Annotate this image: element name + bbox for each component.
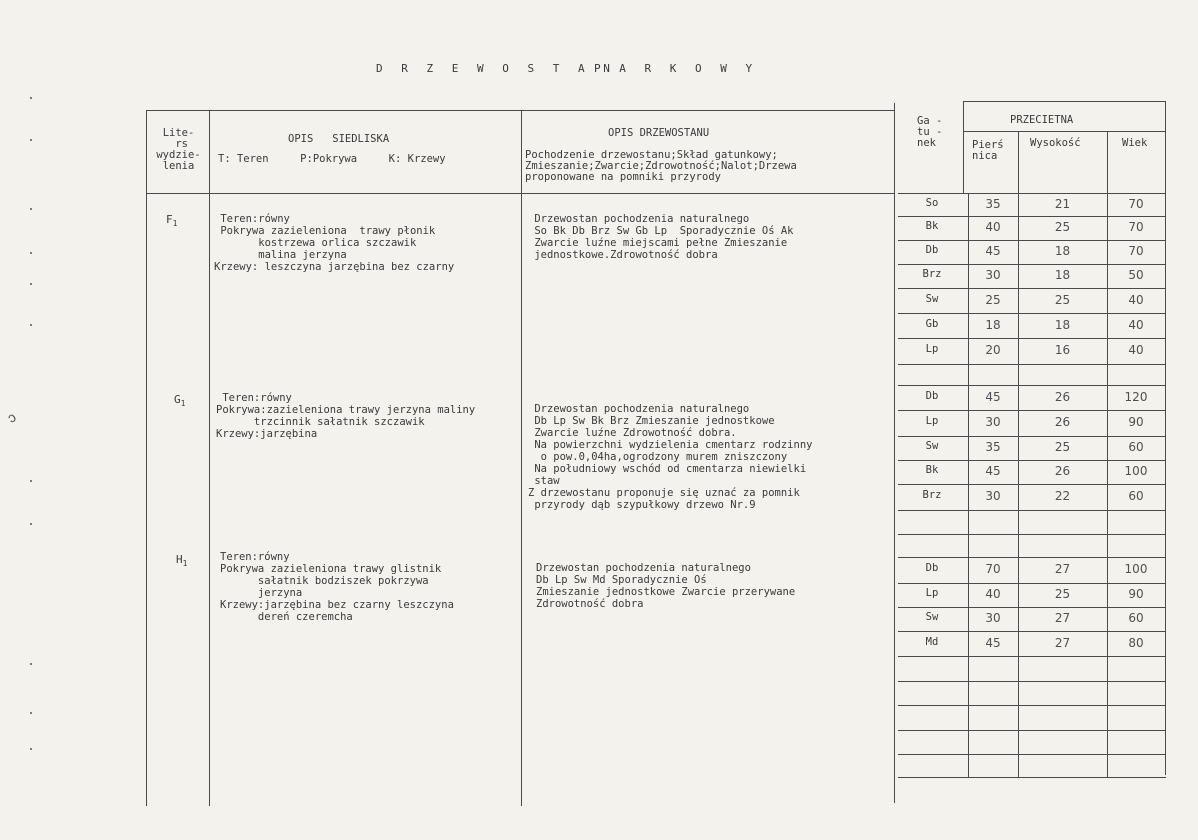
row-divider xyxy=(898,193,1166,194)
row-divider xyxy=(898,681,1166,682)
margin-dot xyxy=(30,324,32,326)
margin-dot xyxy=(30,748,32,750)
wysokosc-cell: 27 xyxy=(1054,636,1071,650)
wysokosc-cell: 26 xyxy=(1054,464,1071,478)
drzewostan-f1: Drzewostan pochodzenia naturalnego So Bk Db Brz Sw Gb Lp Sporadycznie Oś Ak Zwarcie luźne miejscami pełne Zmieszanie jednostkowe.Zdrowotność dobra xyxy=(534,213,794,261)
header-przecietna: PRZECIETNA xyxy=(1010,114,1074,126)
species-cell: Brz xyxy=(922,489,942,501)
wiek-cell: 100 xyxy=(1124,464,1148,478)
wiek-cell: 40 xyxy=(1128,318,1144,332)
piersnica-cell: 45 xyxy=(985,244,1001,258)
wiek-cell: 60 xyxy=(1128,440,1144,454)
wysokosc-cell: 18 xyxy=(1054,268,1071,282)
species-cell: Gb xyxy=(925,318,939,330)
row-divider xyxy=(898,410,1166,411)
wiek-cell: 80 xyxy=(1128,636,1144,650)
row-divider xyxy=(898,583,1166,584)
species-cell: Sw xyxy=(925,293,939,305)
wysokosc-cell: 16 xyxy=(1054,343,1071,357)
piersnica-cell: 35 xyxy=(985,197,1001,211)
section-label-h1: $H_1$ xyxy=(176,553,188,569)
wysokosc-cell: 25 xyxy=(1054,440,1071,454)
margin-dot xyxy=(30,97,32,99)
row-divider xyxy=(898,288,1166,289)
wiek-cell: 90 xyxy=(1128,415,1144,429)
piersnica-cell: 30 xyxy=(985,611,1001,625)
margin-dot xyxy=(30,208,32,210)
piersnica-cell: 18 xyxy=(985,318,1001,332)
margin-dot xyxy=(30,712,32,714)
margin-dot xyxy=(30,283,32,285)
row-divider xyxy=(898,240,1166,241)
drzewostan-g1: Drzewostan pochodzenia naturalnego Db Lp Sw Bk Brz Zmieszanie jednostkowe Zwarcie luźne Zdrowotność dobra. Na powierzchni wydzielenia cmentarz rodzinny o pow.0,04ha,ogrodzony murem zniszczony Na południowy wschód od cmentarza niewielki staw Z drzewostanu proponuje się uznać za pomnik przyrody dąb szypułkowy drzewo Nr.9 xyxy=(528,403,813,511)
species-cell: Lp xyxy=(925,343,939,355)
header-piersnica: Pierś nica xyxy=(972,139,1004,162)
row-divider xyxy=(898,385,1166,386)
margin-dot xyxy=(30,252,32,254)
siedlisko-g1: Teren:równy Pokrywa:zazieleniona trawy jerzyna maliny trzcinnik sałatnik szczawik Krzewy:jarzębina xyxy=(216,392,476,440)
row-divider xyxy=(898,364,1166,365)
wiek-cell: 60 xyxy=(1128,611,1144,625)
title-right: P A R K O W Y xyxy=(594,62,759,75)
piersnica-cell: 20 xyxy=(985,343,1001,357)
species-cell: Db xyxy=(925,390,939,402)
wiek-cell: 40 xyxy=(1128,343,1144,357)
margin-dot xyxy=(30,139,32,141)
species-cell: Sw xyxy=(925,440,939,452)
siedlisko-f1: Teren:równy Pokrywa zazieleniona trawy płonik kostrzewa orlica szczawik malina jerzyna Krzewy: leszczyna jarzębina bez czarny xyxy=(214,213,455,273)
row-divider xyxy=(898,631,1166,632)
species-cell: Db xyxy=(925,244,939,256)
title-left: D R Z E W O S T A N xyxy=(376,62,616,75)
wysokosc-cell: 18 xyxy=(1054,244,1071,258)
species-cell: Brz xyxy=(922,268,942,280)
row-divider xyxy=(898,484,1166,485)
wiek-cell: 70 xyxy=(1128,197,1144,211)
row-divider xyxy=(898,607,1166,608)
piersnica-cell: 40 xyxy=(985,587,1001,601)
wysokosc-cell: 27 xyxy=(1054,562,1071,576)
margin-mark: ↄ xyxy=(4,409,20,428)
wysokosc-cell: 18 xyxy=(1054,318,1071,332)
margin-dot xyxy=(30,663,32,665)
wysokosc-cell: 21 xyxy=(1054,197,1071,211)
section-label-g1: $G_1$ xyxy=(174,393,186,409)
row-divider xyxy=(898,510,1166,511)
wiek-cell: 40 xyxy=(1128,293,1144,307)
section-label-f1: $F_1$ xyxy=(166,213,178,229)
row-divider xyxy=(898,534,1166,535)
species-cell: Bk xyxy=(925,220,939,232)
piersnica-cell: 30 xyxy=(985,489,1001,503)
piersnica-cell: 25 xyxy=(985,293,1001,307)
row-divider xyxy=(898,557,1166,558)
piersnica-cell: 40 xyxy=(985,220,1001,234)
species-cell: Bk xyxy=(925,464,939,476)
header-siedliska-legend: T: Teren P:Pokrywa K: Krzewy xyxy=(218,153,446,165)
wysokosc-cell: 22 xyxy=(1054,489,1071,503)
species-cell: Md xyxy=(925,636,939,648)
wysokosc-cell: 25 xyxy=(1054,587,1071,601)
siedlisko-h1: Teren:równy Pokrywa zazieleniona trawy glistnik sałatnik bodziszek pokrzywa jerzyna Krzewy:jarzębina bez czarny leszczyna dereń czeremcha xyxy=(220,551,454,623)
piersnica-cell: 45 xyxy=(985,464,1001,478)
margin-dot xyxy=(30,523,32,525)
header-opis-drzewostanu: OPIS DRZEWOSTANU xyxy=(608,127,710,139)
piersnica-cell: 45 xyxy=(985,636,1001,650)
wiek-cell: 100 xyxy=(1124,562,1148,576)
wiek-cell: 70 xyxy=(1128,220,1144,234)
wiek-cell: 120 xyxy=(1124,390,1148,404)
species-cell: Sw xyxy=(925,611,939,623)
row-divider xyxy=(898,460,1166,461)
piersnica-cell: 30 xyxy=(985,268,1001,282)
row-divider xyxy=(898,754,1166,755)
row-divider xyxy=(898,216,1166,217)
row-divider xyxy=(898,264,1166,265)
piersnica-cell: 70 xyxy=(985,562,1001,576)
wiek-cell: 60 xyxy=(1128,489,1144,503)
row-divider xyxy=(898,313,1166,314)
margin-dot xyxy=(30,480,32,482)
header-wysokosc: Wysokość xyxy=(1030,137,1081,149)
species-cell: So xyxy=(925,197,939,209)
wysokosc-cell: 26 xyxy=(1054,415,1071,429)
wiek-cell: 70 xyxy=(1128,244,1144,258)
header-litera: Lite- rs wydzie- lenia xyxy=(156,127,201,172)
row-divider xyxy=(898,705,1166,706)
row-divider xyxy=(898,436,1166,437)
drzewostan-h1: Drzewostan pochodzenia naturalnego Db Lp Sw Md Sporadycznie Oś Zmieszanie jednostkowe Zwarcie przerywane Zdrowotność dobra xyxy=(536,562,796,610)
species-cell: Lp xyxy=(925,415,939,427)
piersnica-cell: 45 xyxy=(985,390,1001,404)
header-opis-siedliska: OPIS SIEDLISKA xyxy=(288,133,390,145)
wysokosc-cell: 25 xyxy=(1054,293,1071,307)
header-drzewostanu-legend: Pochodzenie drzewostanu;Skład gatunkowy; Zmieszanie;Zwarcie;Zdrowotność;Nalot;Drzewa proponowane na pomniki przyrody xyxy=(525,149,797,183)
wiek-cell: 90 xyxy=(1128,587,1144,601)
piersnica-cell: 35 xyxy=(985,440,1001,454)
wysokosc-cell: 26 xyxy=(1054,390,1071,404)
wiek-cell: 50 xyxy=(1128,268,1144,282)
row-divider xyxy=(898,656,1166,657)
row-divider xyxy=(898,730,1166,731)
species-cell: Db xyxy=(925,562,939,574)
header-wiek: Wiek xyxy=(1122,137,1148,149)
header-gatunek: Ga - tu - nek xyxy=(917,115,943,149)
row-divider xyxy=(898,338,1166,339)
wysokosc-cell: 25 xyxy=(1054,220,1071,234)
piersnica-cell: 30 xyxy=(985,415,1001,429)
species-cell: Lp xyxy=(925,587,939,599)
row-divider xyxy=(898,777,1166,778)
wysokosc-cell: 27 xyxy=(1054,611,1071,625)
